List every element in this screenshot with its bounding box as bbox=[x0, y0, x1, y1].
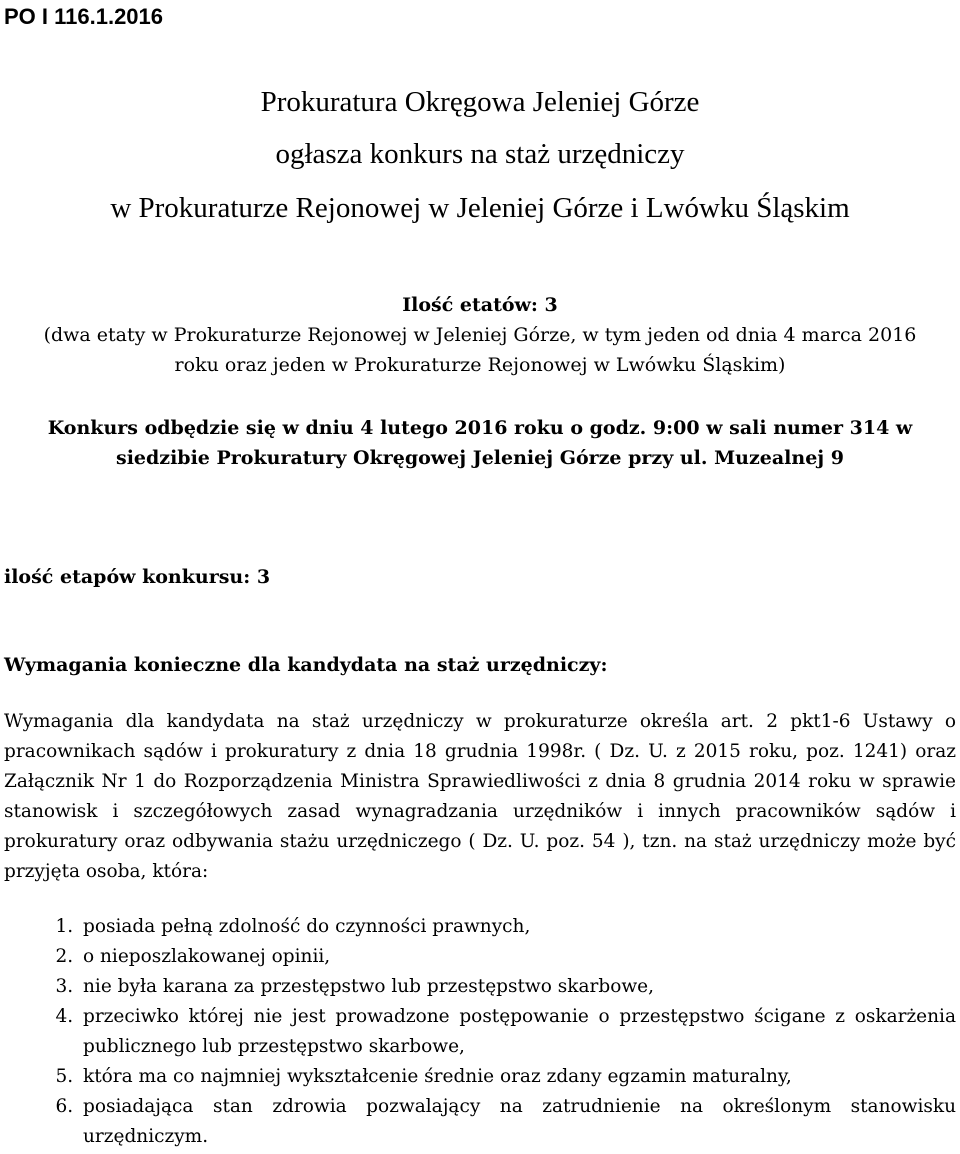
requirements-list bbox=[4, 912, 956, 1152]
requirements-intro: Wymagania dla kandydata na staż urzędniczy w prokuraturze określa art. 2 pkt1-6 Ustawy o pracownikach sądów i prokuratury z dnia 18 grudnia 1998r. ( Dz. U. z 2015 roku, poz. 1241) oraz Załącznik Nr 1 do Rozporządzenia Ministra Sprawiedliwości z dnia 8 grudnia 2014 roku w sprawie stanowisk i szczegółowych zasad wynagradzania urzędników i innych pracowników sądów i prokuratury oraz odbywania stażu urzędniczego ( Dz. U. poz. 54 ), tzn. na staż urzędniczy może być przyjęta osoba, która: bbox=[4, 711, 956, 882]
requirements-heading: Wymagania konieczne dla kandydata na staż urzędniczy: bbox=[4, 654, 608, 676]
title-line-2: ogłasza konkurs na staż urzędniczy bbox=[275, 138, 685, 170]
positions-count: Ilość etatów: 3 bbox=[402, 294, 558, 316]
title-line-1: Prokuratura Okręgowa Jeleniej Górze bbox=[260, 86, 700, 118]
list-item: 3. nie była karana za przestępstwo lub przestępstwo skarbowe, bbox=[79, 972, 956, 1002]
list-item: 5. która ma co najmniej wykształcenie średnie oraz zdany egzamin maturalny, bbox=[79, 1062, 956, 1092]
list-item: 4. przeciwko której nie jest prowadzone postępowanie o przestępstwo ścigane z oskarżenia publicznego lub przestępstwo skarbowe, bbox=[79, 1002, 956, 1062]
positions-detail: (dwa etaty w Prokuraturze Rejonowej w Jeleniej Górze, w tym jeden od dnia 4 marca 2016 roku oraz jeden w Prokuraturze Rejonowej w Lwówku Śląskim) bbox=[43, 324, 917, 376]
reference-number: PO I 116.1.2016 bbox=[4, 4, 164, 29]
list-item: 1. posiada pełną zdolność do czynności prawnych, bbox=[79, 912, 956, 942]
title-line-3: w Prokuraturze Rejonowej w Jeleniej Górze i Lwówku Śląskim bbox=[110, 192, 850, 224]
list-item: 2. o nieposzlakowanej opinii, bbox=[79, 942, 956, 972]
competition-stages: ilość etapów konkursu: 3 bbox=[4, 566, 271, 588]
competition-details: Konkurs odbędzie się w dniu 4 lutego 2016 roku o godz. 9:00 w sali numer 314 w siedzibie Prokuratury Okręgowej Jeleniej Górze przy ul. Muzealnej 9 bbox=[47, 417, 913, 469]
list-item: 6. posiadająca stan zdrowia pozwalający na zatrudnienie na określonym stanowisku urzędniczym. bbox=[79, 1092, 956, 1152]
